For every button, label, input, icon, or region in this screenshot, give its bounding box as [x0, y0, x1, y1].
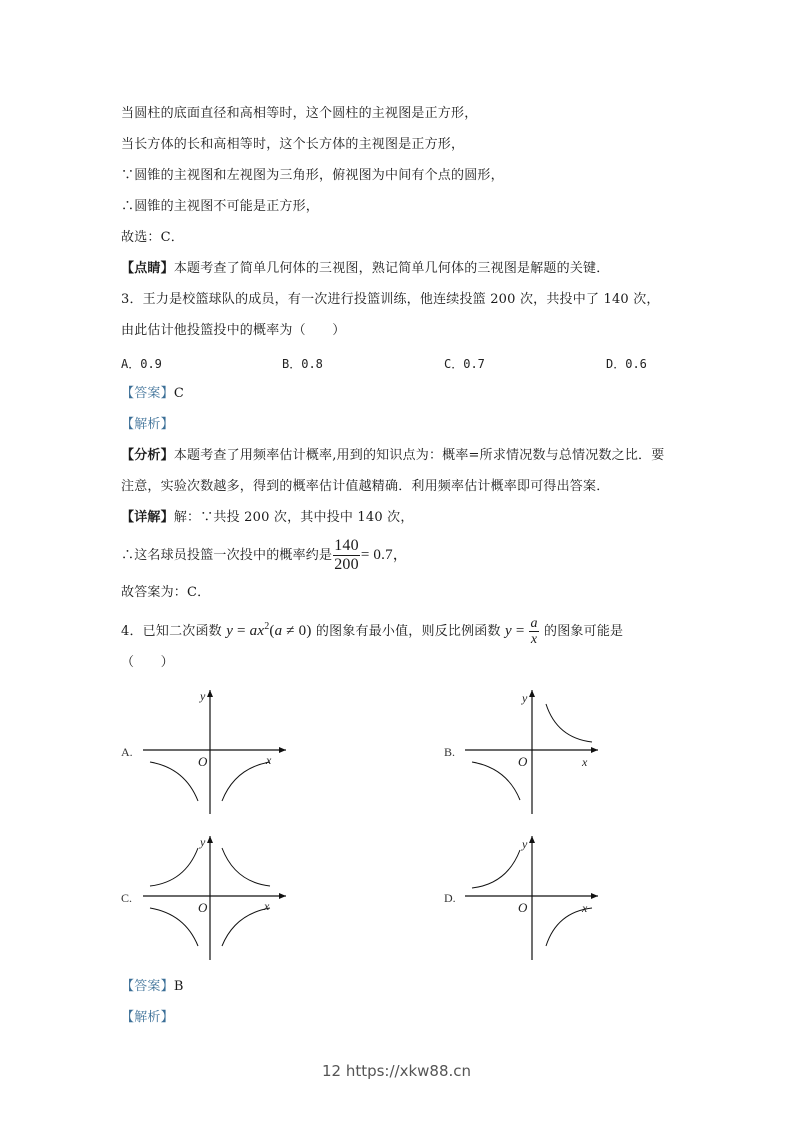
- text-line: ∵圆锥的主视图和左视图为三角形，俯视图为中间有个点的圆形，: [121, 168, 504, 183]
- option-a: A．0.9: [121, 357, 162, 371]
- text-line: 故选：C．: [121, 230, 184, 245]
- graph-a: [140, 688, 290, 816]
- fenxi-tag: 【分析】: [121, 448, 174, 463]
- answer-tag: 【答案】: [121, 386, 174, 401]
- answer-tag: 【答案】: [121, 979, 174, 994]
- formula-quadratic: $y = ax^2(a \ne 0)$: [226, 621, 312, 639]
- svg-text:y: y: [522, 691, 528, 705]
- analysis-line: [121, 417, 174, 433]
- svg-text:O: O: [198, 754, 208, 769]
- xiangjie-text: 解：∵共投 200 次，其中投中 140 次，: [173, 510, 414, 525]
- fenxi-text: 本题考查了用频率估计概率,用到的知识点为：概率=所求情况数与总情况数之比．要: [173, 448, 665, 463]
- svg-text:x: x: [582, 901, 588, 915]
- svg-text:y: y: [200, 689, 206, 703]
- question-3-stem-line2: 由此估计他投篮投中的概率为（ ）: [121, 323, 346, 338]
- svg-text:x: x: [266, 753, 272, 767]
- option-d: D．0.6: [606, 357, 647, 371]
- option-b: B．0.8: [282, 357, 323, 371]
- question-3-stem-line1: 3．王力是校篮球队的成员，有一次进行投篮训练，他连续投篮 200 次，共投中了 140 次，: [121, 292, 660, 307]
- svg-text:y: y: [200, 835, 206, 849]
- comment-tag: 【点睛】: [121, 261, 174, 276]
- svg-text:y: y: [522, 837, 528, 851]
- conclusion-line: 故答案为：C．: [121, 585, 211, 600]
- page-footer: 12 https://xkw88.cn: [321, 1062, 472, 1080]
- answer-value: B: [173, 979, 184, 994]
- xiangjie-tag: 【详解】: [121, 510, 174, 525]
- graph-c-label: C.: [121, 891, 133, 905]
- question-4-paren: （ ）: [121, 655, 174, 670]
- svg-text:O: O: [518, 754, 528, 769]
- text-line: 当长方体的长和高相等时，这个长方体的主视图是正方形，: [121, 137, 465, 152]
- analysis-tag: 【解析】: [121, 1010, 174, 1025]
- graph-d-label: D.: [444, 891, 456, 905]
- stem-mid: 的图象有最小值，则反比例函数: [315, 624, 501, 639]
- svg-text:x: x: [582, 755, 588, 769]
- question-4-stem: [121, 612, 623, 647]
- graph-c: [140, 834, 290, 962]
- comment-line: [121, 261, 609, 277]
- stem-suffix: 的图象可能是: [544, 624, 624, 639]
- answer-line-q4: [121, 979, 184, 995]
- svg-text:O: O: [198, 900, 208, 915]
- answer-line: [121, 386, 184, 402]
- graph-d: [462, 834, 612, 962]
- svg-text:x: x: [264, 899, 270, 913]
- xiangjie-line: [121, 510, 414, 526]
- analysis-line-q4: [121, 1010, 174, 1026]
- fenxi-line2: 注意，实验次数越多，得到的概率估计值越精确．利用频率估计概率即可得出答案．: [121, 479, 610, 494]
- svg-text:O: O: [518, 900, 528, 915]
- text-line: ∴圆锥的主视图不可能是正方形，: [121, 199, 320, 214]
- stem-prefix: 4．已知二次函数: [121, 624, 222, 639]
- calc-line: [121, 535, 408, 576]
- formula-inverse: y = $\frac{a}{x}$: [505, 616, 538, 648]
- graph-b-label: B.: [444, 745, 456, 759]
- graph-a-label: A.: [121, 745, 133, 759]
- comment-text: 本题考查了简单几何体的三视图，熟记简单几何体的三视图是解题的关键．: [173, 261, 610, 276]
- analysis-tag: 【解析】: [121, 417, 174, 432]
- option-c: C．0.7: [444, 357, 485, 371]
- answer-value: C: [173, 386, 184, 401]
- calc-prefix: ∴这名球员投篮一次投中的概率约是: [121, 548, 333, 563]
- graph-b: [462, 688, 612, 816]
- fraction-140-200: $\frac{140}{200}$: [334, 537, 359, 573]
- fenxi-line1: [121, 448, 664, 464]
- calc-suffix: = 0.7，: [360, 547, 408, 563]
- text-line: 当圆柱的底面直径和高相等时，这个圆柱的主视图是正方形，: [121, 106, 478, 121]
